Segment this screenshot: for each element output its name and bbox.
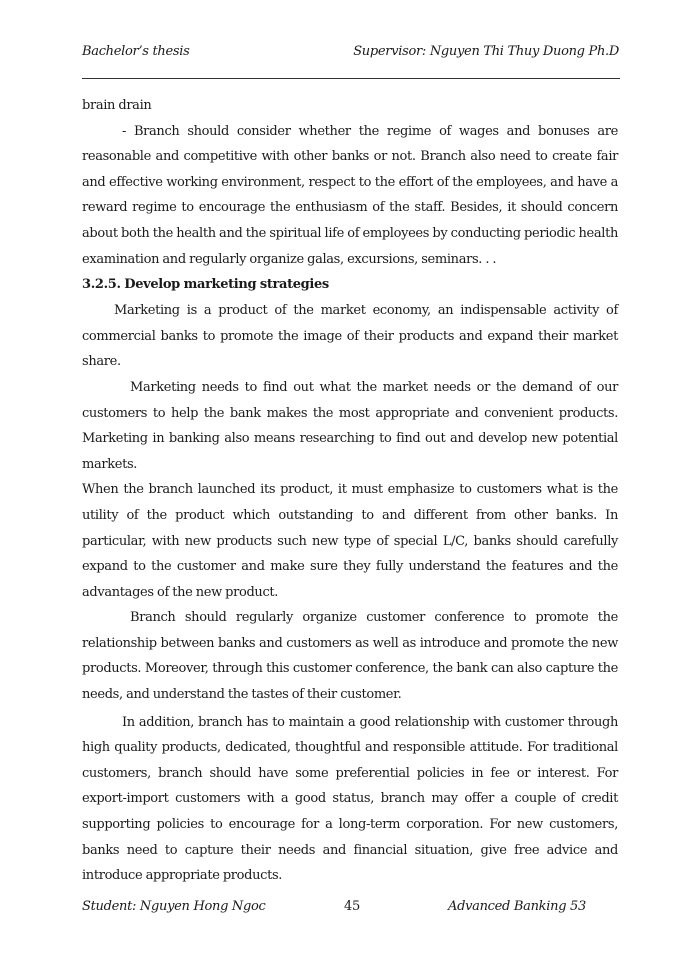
header-divider (82, 78, 620, 79)
paragraph-wages: - Branch should consider whether the regime of wages and bonuses are reasonable and competitive with other banks or not. Branch also need to create fair and effective working environment, respect to the effort of the employees, and have a reward regime to encourage the enthusiasm of the staff. Besides, it should concern about both the health and the spiritual life of employees by conducting periodic health examination and regularly organize galas, excursions, seminars. . . (82, 123, 618, 267)
section-heading: 3.2.5. Develop marketing strategies (82, 277, 329, 293)
paragraph-marketing-intro: Marketing is a product of the market economy, an indispensable activity of commercial banks to promote the image of their products and expand their market share. (82, 303, 618, 370)
footer-student: Student: Nguyen Hong Ngoc (82, 899, 266, 914)
header-thesis-label: Bachelor’s thesis (82, 44, 190, 59)
page-header (82, 44, 619, 59)
header-supervisor-label: Supervisor: Nguyen Thi Thuy Duong Ph.D (353, 44, 619, 59)
paragraph-customer-conference: Branch should regularly organize customer conference to promote the relationship between banks and customers as well as introduce and promote the new products. Moreover, through this customer conference, the bank can also capture the needs, and understand the tastes of their customer. (82, 610, 618, 703)
paragraph-marketing-needs: Marketing needs to find out what the market needs or the demand of our customers to help the bank makes the most appropriate and convenient products. Marketing in banking also means researching to find out and develop new potential markets. (82, 379, 618, 472)
page-body (82, 93, 618, 889)
paragraph-continuation: brain drain (82, 98, 152, 113)
paragraph-customer-relationship: In addition, branch has to maintain a good relationship with customer through high quality products, dedicated, thoughtful and responsible attitude. For traditional customers, branch should have some preferential policies in fee or interest. For export-import customers with a good status, branch may offer a couple of credit supporting policies to encourage for a long-term corporation. For new customers, banks need to capture their needs and financial situation, give free advice and introduce appropriate products. (82, 714, 618, 884)
footer-class: Advanced Banking 53 (448, 899, 586, 914)
paragraph-product-launch: When the branch launched its product, it must emphasize to customers what is the utility of the product which outstanding to and different from other banks. In particular, with new products such new type of special L/C, banks should carefully expand to the customer and make sure they fully understand the features and the advantages of the new product. (82, 482, 618, 600)
page-number: 45 (344, 899, 360, 914)
